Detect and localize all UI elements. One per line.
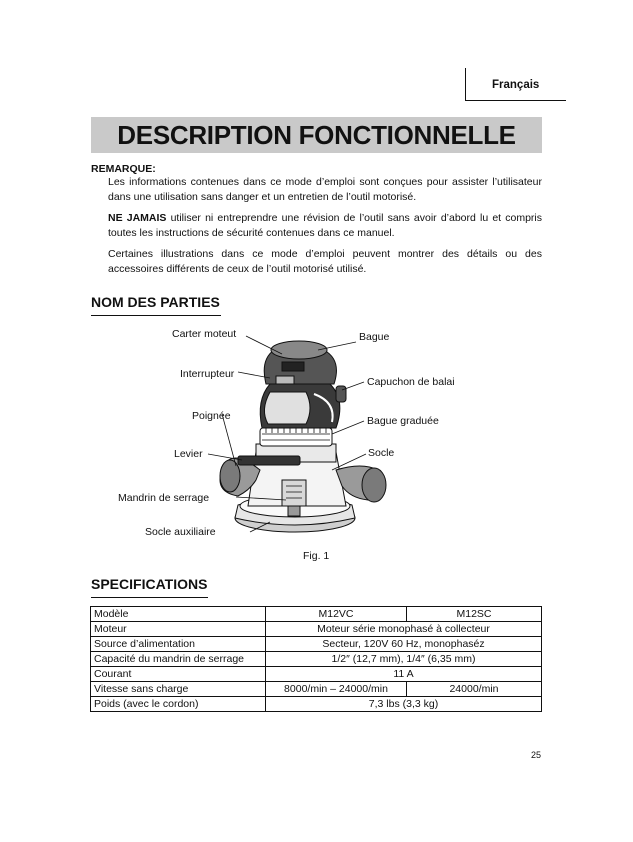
row-label-courant: Courant — [91, 667, 266, 682]
label-capuchon: Capuchon de balai — [367, 376, 455, 388]
note-heading-colon: : — [152, 163, 156, 175]
page-number: 25 — [531, 750, 542, 760]
router-figure — [110, 320, 530, 550]
label-socle: Socle — [368, 447, 395, 459]
value-courant: 11 A — [266, 667, 542, 682]
specs-section-heading: SPECIFICATIONS — [91, 576, 208, 592]
row-label-capacite: Capacité du mandrin de serrage — [91, 652, 266, 667]
language-tab — [465, 68, 566, 101]
router-illustration — [110, 320, 530, 550]
never-emphasis: NE JAMAIS — [108, 212, 167, 224]
note-heading-text: REMARQUE — [91, 163, 153, 175]
table-row — [91, 622, 542, 637]
value-capacite: 1/2″ (12,7 mm), 1/4″ (6,35 mm) — [266, 652, 542, 667]
row-label-moteur: Moteur — [91, 622, 266, 637]
label-mandrin: Mandrin de serrage — [118, 492, 210, 504]
page-title: DESCRIPTION FONCTIONNELLE — [117, 120, 516, 150]
label-carter: Carter moteut — [172, 328, 237, 340]
note-paragraph-2-text: utiliser ni entreprendre une révision de l’outil sans avoir d’abord lu et compris toutes les instructions de sécurité contenues dans ce manuel. — [108, 212, 542, 239]
label-socle-auxiliaire: Socle auxiliaire — [145, 526, 216, 538]
row-label-source: Source d’alimentation — [91, 637, 266, 652]
specs-heading-underline — [91, 597, 208, 598]
page-title-bar — [91, 117, 542, 153]
model-m12sc: M12SC — [407, 607, 542, 622]
note-paragraph-2 — [108, 211, 542, 240]
table-row — [91, 652, 542, 667]
language-label: Français — [492, 79, 540, 91]
row-label-modele: Modèle — [91, 607, 266, 622]
model-m12vc: M12VC — [266, 607, 407, 622]
parts-section-heading: NOM DES PARTIES — [91, 294, 220, 310]
table-row — [91, 682, 542, 697]
label-poignee: Poignée — [192, 410, 231, 422]
table-row — [91, 607, 542, 622]
note-paragraph-1: Les informations contenues dans ce mode d’emploi sont conçues pour assister l’utilisateur dans une utilisation sans danger et un entretien de l’outil motorisé. — [108, 176, 542, 203]
value-poids: 7,3 lbs (3,3 kg) — [266, 697, 542, 712]
value-moteur: Moteur série monophasé à collecteur — [266, 622, 542, 637]
value-vitesse-m12vc: 8000/min – 24000/min — [266, 682, 407, 697]
row-label-vitesse: Vitesse sans charge — [91, 682, 266, 697]
specifications-table — [90, 606, 542, 712]
note-heading — [91, 163, 156, 175]
value-vitesse-m12sc: 24000/min — [407, 682, 542, 697]
row-label-poids: Poids (avec le cordon) — [91, 697, 266, 712]
note-paragraph-3: Certaines illustrations dans ce mode d’emploi peuvent montrer des détails ou des accessoires différents de ceux de l’outil motorisé utilisé. — [108, 248, 542, 275]
value-source: Secteur, 120V 60 Hz, monophaséz — [266, 637, 542, 652]
figure-caption: Fig. 1 — [303, 550, 330, 562]
table-row — [91, 697, 542, 712]
label-bague-graduee: Bague graduée — [367, 415, 439, 427]
label-bague: Bague — [359, 331, 390, 343]
label-interrupteur: Interrupteur — [180, 368, 235, 380]
parts-heading-underline — [91, 315, 221, 316]
label-levier: Levier — [174, 448, 203, 460]
table-row — [91, 637, 542, 652]
table-row — [91, 667, 542, 682]
